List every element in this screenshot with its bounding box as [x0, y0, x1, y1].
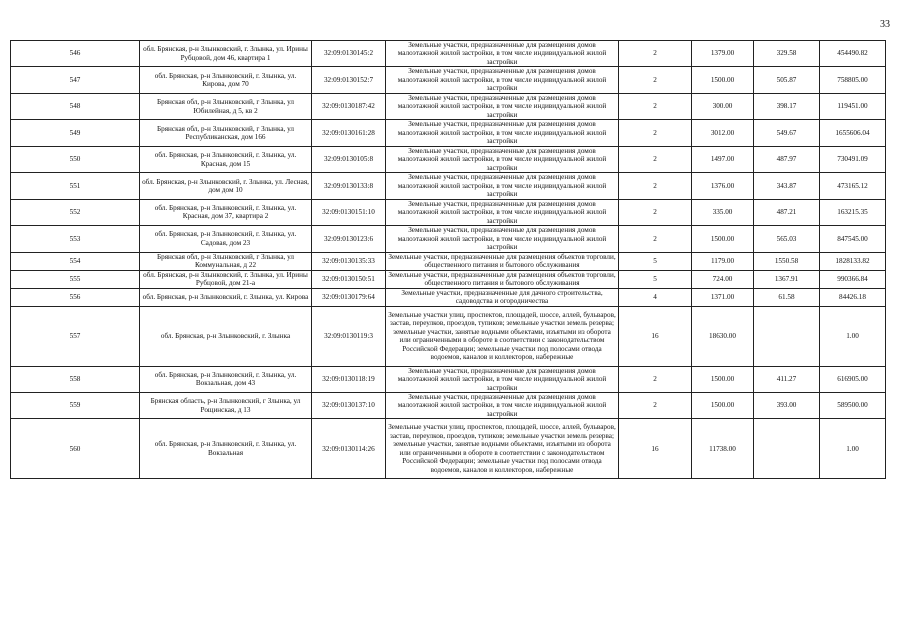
land-use-cell: Земельные участки, предназначенные для размещения домов малоэтажной жилой застройки, в том числе индивидуальной жилой застройки: [386, 173, 619, 199]
rate-cell: 343.87: [754, 173, 820, 199]
cadastral-number-cell: 32:09:0130187:42: [312, 93, 386, 119]
cadastral-number-cell: 32:09:0130105:8: [312, 146, 386, 172]
rate-cell: 565.03: [754, 226, 820, 252]
row-number: 555: [11, 270, 140, 288]
cadastral-value-cell: 1.00: [820, 419, 886, 479]
table-row: [11, 93, 886, 119]
cadastral-number-cell: 32:09:0130119:3: [312, 306, 386, 366]
rate-cell: 505.87: [754, 67, 820, 93]
address-cell: Брянская обл, р-н Злынковский, г Злынка, ул Республиканская, дом 166: [140, 120, 312, 146]
rate-cell: 549.67: [754, 120, 820, 146]
address-cell: обл. Брянская, р-н Злынковский, г. Злынка, ул. Лесная, дом дом 10: [140, 173, 312, 199]
cadastral-number-cell: 32:09:0130123:6: [312, 226, 386, 252]
address-cell: обл. Брянская, р-н Злынковский, г. Злынка, ул. Садовая, дом 23: [140, 226, 312, 252]
address-cell: обл. Брянская, р-н Злынковский, г. Злынка, ул. Кирова, дом 70: [140, 67, 312, 93]
table-row: [11, 419, 886, 479]
land-use-cell: Земельные участки, предназначенные для размещения домов малоэтажной жилой застройки, в том числе индивидуальной жилой застройки: [386, 41, 619, 67]
address-cell: обл. Брянская, р-н Злынковский, г. Злынка, ул. Кирова: [140, 288, 312, 306]
area-cell: 18630.00: [692, 306, 754, 366]
table-row: [11, 173, 886, 199]
table-row: [11, 120, 886, 146]
table-row: [11, 41, 886, 67]
table-row: [11, 252, 886, 270]
rate-cell: 398.17: [754, 93, 820, 119]
row-number: 546: [11, 41, 140, 67]
cadastral-number-cell: 32:09:0130151:10: [312, 199, 386, 225]
row-number: 556: [11, 288, 140, 306]
area-cell: 1500.00: [692, 226, 754, 252]
category-cell: 2: [619, 392, 692, 418]
row-number: 550: [11, 146, 140, 172]
land-use-cell: Земельные участки, предназначенные для дачного строительства, садоводства и огородничества: [386, 288, 619, 306]
land-use-cell: Земельные участки улиц, проспектов, площадей, шоссе, аллей, бульваров, застав, переулков, проездов, тупиков; земельные участки земель резерва; земельные участки, занятые водными объектами, изъятыми из оборота или ограниченными в обороте в соответствии с законодательством Российской Федерации; земельные участки под полосами отвода водоемов, каналов и коллекторов, набережные: [386, 306, 619, 366]
address-cell: обл. Брянская, р-н Злынковский, г. Злынка, ул. Ирины Рубцовой, дом 46, квартира 1: [140, 41, 312, 67]
area-cell: 1371.00: [692, 288, 754, 306]
area-cell: 1500.00: [692, 67, 754, 93]
land-use-cell: Земельные участки, предназначенные для размещения домов малоэтажной жилой застройки, в том числе индивидуальной жилой застройки: [386, 226, 619, 252]
cadastral-number-cell: 32:09:0130114:26: [312, 419, 386, 479]
table-row: [11, 67, 886, 93]
category-cell: 2: [619, 41, 692, 67]
address-cell: обл. Брянская, р-н Злынковский, г. Злынка, ул. Вокзальная: [140, 419, 312, 479]
category-cell: 5: [619, 252, 692, 270]
cadastral-number-cell: 32:09:0130118:19: [312, 366, 386, 392]
address-cell: Брянская область, р-н Злынковский, г Злынка, ул Рощинская, д 13: [140, 392, 312, 418]
land-use-cell: Земельные участки, предназначенные для размещения объектов торговли, общественного питания и бытового обслуживания: [386, 270, 619, 288]
cadastral-value-cell: 730491.09: [820, 146, 886, 172]
cadastral-value-cell: 616905.00: [820, 366, 886, 392]
area-cell: 1379.00: [692, 41, 754, 67]
row-number: 554: [11, 252, 140, 270]
cadastral-number-cell: 32:09:0130135:33: [312, 252, 386, 270]
cadastral-number-cell: 32:09:0130133:8: [312, 173, 386, 199]
area-cell: 1179.00: [692, 252, 754, 270]
table-body: [11, 41, 886, 479]
address-cell: обл. Брянская, р-н Злынковский, г. Злынка, ул. Красная, дом 37, квартира 2: [140, 199, 312, 225]
rate-cell: 393.00: [754, 392, 820, 418]
cadastral-value-cell: 990366.84: [820, 270, 886, 288]
row-number: 549: [11, 120, 140, 146]
land-use-cell: Земельные участки, предназначенные для размещения домов малоэтажной жилой застройки, в том числе индивидуальной жилой застройки: [386, 199, 619, 225]
cadastral-value-cell: 758805.00: [820, 67, 886, 93]
row-number: 552: [11, 199, 140, 225]
cadastral-value-cell: 454490.82: [820, 41, 886, 67]
rate-cell: 329.58: [754, 41, 820, 67]
table-row: [11, 226, 886, 252]
row-number: 548: [11, 93, 140, 119]
row-number: 553: [11, 226, 140, 252]
land-use-cell: Земельные участки, предназначенные для размещения домов малоэтажной жилой застройки, в том числе индивидуальной жилой застройки: [386, 366, 619, 392]
table-row: [11, 146, 886, 172]
land-use-cell: Земельные участки, предназначенные для размещения домов малоэтажной жилой застройки, в том числе индивидуальной жилой застройки: [386, 93, 619, 119]
area-cell: 11738.00: [692, 419, 754, 479]
row-number: 558: [11, 366, 140, 392]
area-cell: 1376.00: [692, 173, 754, 199]
cadastral-number-cell: 32:09:0130137:10: [312, 392, 386, 418]
cadastral-value-cell: 1655606.04: [820, 120, 886, 146]
rate-cell: 1367.91: [754, 270, 820, 288]
cadastral-value-cell: 119451.00: [820, 93, 886, 119]
cadastral-value-cell: 847545.00: [820, 226, 886, 252]
address-cell: обл. Брянская, р-н Злынковский, г. Злынка, ул. Ирины Рубцовой, дом 21-а: [140, 270, 312, 288]
cadastral-number-cell: 32:09:0130145:2: [312, 41, 386, 67]
table-row: [11, 288, 886, 306]
cadastral-value-cell: 589500.00: [820, 392, 886, 418]
row-number: 559: [11, 392, 140, 418]
table-row: [11, 270, 886, 288]
cadastral-number-cell: 32:09:0130152:7: [312, 67, 386, 93]
cadastral-value-cell: 1.00: [820, 306, 886, 366]
cadastral-number-cell: 32:09:0130161:28: [312, 120, 386, 146]
land-use-cell: Земельные участки, предназначенные для размещения домов малоэтажной жилой застройки, в том числе индивидуальной жилой застройки: [386, 67, 619, 93]
address-cell: обл. Брянская, р-н Злынковский, г. Злынка, ул. Красная, дом 15: [140, 146, 312, 172]
cadastral-value-cell: 84426.18: [820, 288, 886, 306]
table-row: [11, 392, 886, 418]
area-cell: 3012.00: [692, 120, 754, 146]
category-cell: 2: [619, 93, 692, 119]
land-use-cell: Земельные участки, предназначенные для размещения домов малоэтажной жилой застройки, в том числе индивидуальной жилой застройки: [386, 146, 619, 172]
category-cell: 2: [619, 146, 692, 172]
area-cell: 1500.00: [692, 366, 754, 392]
category-cell: 2: [619, 120, 692, 146]
land-use-cell: Земельные участки, предназначенные для размещения объектов торговли, общественного питания и бытового обслуживания: [386, 252, 619, 270]
rate-cell: 61.58: [754, 288, 820, 306]
rate-cell: [754, 306, 820, 366]
land-plots-table: [10, 40, 886, 479]
category-cell: 16: [619, 306, 692, 366]
category-cell: 2: [619, 366, 692, 392]
row-number: 557: [11, 306, 140, 366]
cadastral-number-cell: 32:09:0130150:51: [312, 270, 386, 288]
address-cell: обл. Брянская, р-н Злынковский, г. Злынка, ул. Вокзальная, дом 43: [140, 366, 312, 392]
category-cell: 2: [619, 226, 692, 252]
category-cell: 2: [619, 199, 692, 225]
row-number: 547: [11, 67, 140, 93]
cadastral-value-cell: 473165.12: [820, 173, 886, 199]
row-number: 551: [11, 173, 140, 199]
rate-cell: 411.27: [754, 366, 820, 392]
cadastral-value-cell: 1828133.82: [820, 252, 886, 270]
area-cell: 335.00: [692, 199, 754, 225]
page-number: 33: [880, 19, 890, 30]
category-cell: 5: [619, 270, 692, 288]
rate-cell: 487.21: [754, 199, 820, 225]
address-cell: Брянская обл, р-н Злынковский, г Злынка, ул Коммунальная, д 22: [140, 252, 312, 270]
address-cell: Брянская обл, р-н Злынковский, г Злынка, ул Юбилейная, д 5, кв 2: [140, 93, 312, 119]
category-cell: 2: [619, 173, 692, 199]
rate-cell: [754, 419, 820, 479]
land-use-cell: Земельные участки, предназначенные для размещения домов малоэтажной жилой застройки, в том числе индивидуальной жилой застройки: [386, 392, 619, 418]
land-use-cell: Земельные участки улиц, проспектов, площадей, шоссе, аллей, бульваров, застав, переулков, проездов, тупиков; земельные участки земель резерва; земельные участки, занятые водными объектами, изъятыми из оборота или ограниченными в обороте в соответствии с законодательством Российской Федерации; земельные участки под полосами отвода водоемов, каналов и коллекторов, набережные: [386, 419, 619, 479]
table-row: [11, 366, 886, 392]
area-cell: 300.00: [692, 93, 754, 119]
land-use-cell: Земельные участки, предназначенные для размещения домов малоэтажной жилой застройки, в том числе индивидуальной жилой застройки: [386, 120, 619, 146]
category-cell: 4: [619, 288, 692, 306]
area-cell: 724.00: [692, 270, 754, 288]
area-cell: 1497.00: [692, 146, 754, 172]
table-row: [11, 199, 886, 225]
area-cell: 1500.00: [692, 392, 754, 418]
category-cell: 16: [619, 419, 692, 479]
table-row: [11, 306, 886, 366]
address-cell: обл. Брянская, р-н Злынковский, г. Злынка: [140, 306, 312, 366]
row-number: 560: [11, 419, 140, 479]
rate-cell: 1550.58: [754, 252, 820, 270]
cadastral-number-cell: 32:09:0130179:64: [312, 288, 386, 306]
category-cell: 2: [619, 67, 692, 93]
rate-cell: 487.97: [754, 146, 820, 172]
cadastral-value-cell: 163215.35: [820, 199, 886, 225]
